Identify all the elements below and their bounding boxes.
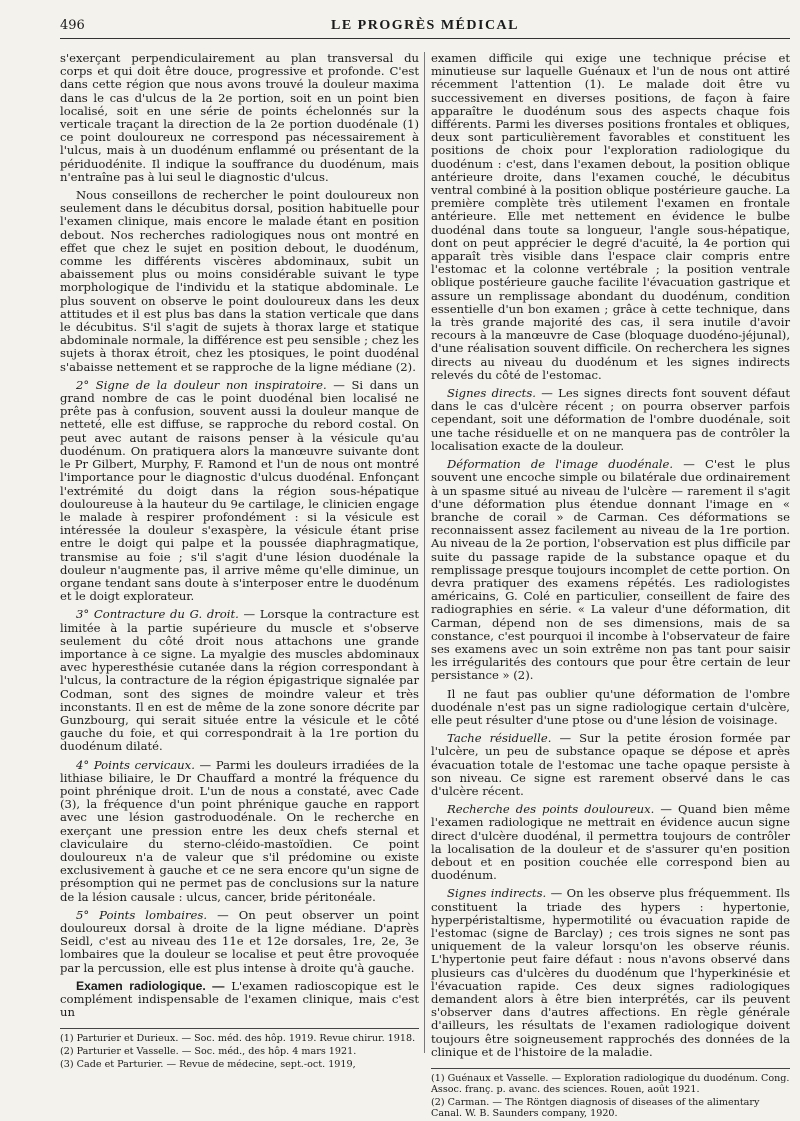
- paragraph-lead: Tache résiduelle. —: [447, 731, 572, 746]
- paragraph-lead: Signes indirects. —: [447, 886, 563, 901]
- text-columns: [60, 51, 791, 1120]
- paragraph: [60, 980, 419, 1020]
- running-title: LE PROGRÈS MÉDICAL: [330, 18, 520, 33]
- paragraph-text: Parmi les douleurs irradiées de la lithiase biliaire, le Dr Chauffard a montré la fréquence du point phrénique droit. L'un de nous a constaté, avec Cade (3), la fréquence d'un point phrénique gauche en rapport avec une lésion gastroduodénale. On le recherche en exerçant une pression entre les deux chefs sternal et claviculaire du sterno-cléido-mastoïdien. Ce point douloureux n'a de valeur que s'il prédomine ou existe exclusivement à gauche et ce ne sera encore qu'un signe de présomption qui ne permet pas de conclusions sur la nature de la lésion causale : ulcus, cancer, bride péritonéale.: [60, 757, 420, 904]
- paragraph: [431, 887, 790, 1059]
- paragraph: [60, 909, 419, 975]
- paragraph-lead: Déformation de l'image duodénale. —: [447, 457, 695, 472]
- paragraph: [60, 379, 419, 603]
- paragraph-lead: Recherche des points douloureux. —: [447, 802, 672, 817]
- paragraph: [431, 803, 790, 882]
- paragraph: [60, 608, 419, 753]
- paragraph-text: Nous conseillons de rechercher le point douloureux non seulement dans le décubitus dorsal, position habituelle pour l'examen clinique, mais encore le malade étant en position debout. Nos recherches radiologiques nous ont montré en effet que chez le sujet en position debout, le duodénum, comme les différents viscères abdominaux, subit un abaissement plus ou moins considérable suivant le type morphologique de l'individu et la statique abdominale. Le plus souvent on observe le point douloureux dans les deux attitudes et il est plus bas dans la station verticale que dans le décubitus. S'il s'agit de sujets à thorax large et statique abdominale normale, la différence est peu sensible ; chez les sujets à thorax étroit, chez les ptosiques, le point duodénal s'abaisse nettement et se rapproche de la ligne médiane (2).: [60, 188, 419, 374]
- paragraph-lead: 3° Contracture du G. droit. —: [76, 607, 256, 622]
- paragraph-lead: 5° Points lombaires. —: [76, 907, 229, 922]
- footnote: (1) Guénaux et Vasselle. — Exploration radiologique du duodénum. Cong. Assoc. franç. p. avanc. des sciences. Rouen, août 1921.: [431, 1073, 790, 1096]
- paragraph: [431, 52, 790, 382]
- left-column: [60, 51, 420, 1071]
- paragraph-text: Sur la petite érosion formée par l'ulcère, un peu de substance opaque se dépose et après évacuation totale de l'estomac une tache opaque persiste à son niveau. Ce signe est rarement observé dans le cas d'ulcère récent.: [431, 731, 791, 798]
- page-header: [60, 16, 790, 39]
- paragraph-text: Si dans un grand nombre de cas le point duodénal bien localisé ne prête pas à confusion, souvent aussi la douleur manque de netteté, elle est diffuse, se rapproche du rebord costal. On peut avec autant de raisons penser à la vésicule qu'au duodénum. On pratiquera alors la manœuvre suivante dont le Pr Gilbert, Murphy, F. Ramond et l'un de nous ont montré l'importance pour le diagnostic d'ulcus duodénal. Enfonçant l'extrémité du doigt dans la région sous-hépatique douloureuse à la hauteur du 9e cartilage, le clinicien engage le malade à respirer profondément : si la vésicule est intéressée la douleur s'exaspère, la vésicule étant prise entre le doigt qui palpe et la poussée diaphragmatique, transmise au foie ; s'il s'agit d'une lésion duodénale la douleur n'augmente pas, il arrive même qu'elle diminue, un organe tendant sans doute à s'interposer entre le duodénum et le doigt explorateur.: [60, 377, 419, 604]
- footnote: (2) Carman. — The Röntgen diagnosis of diseases of the alimentary Canal. W. B. Saunders company, 1920.: [431, 1097, 760, 1120]
- paragraph-text: examen difficile qui exige une technique précise et minutieuse sur laquelle Guénaux et l'un de nous ont attiré récemment l'attention (1). Le malade doit être vu successivement en diverses positions, de façon à faire apparaître le duodénum sous des aspects chaque fois différents. Parmi les diverses positions frontales et obliques, deux sont particulièrement favorables et constituent les positions de choix pour l'exploration radiologique du duodénum : c'est, dans l'examen debout, la position oblique antérieure droite, dans l'examen couché, le décubitus ventral combiné à la position oblique postérieure gauche. La première complète très utilement l'examen en frontale antérieure. Elle met nettement en évidence le bulbe duodénal dans toute sa longueur, l'angle sous-hépatique, dont on peut apprécier le degré d'acuité, la 4e portion qui apparaît très visible dans l'espace clair compris entre l'estomac et la colonne vertébrale ; la position ventrale oblique postérieure gauche facilite l'évacuation gastrique et assure un remplissage abondant du duodénum, condition essentielle d'un bon examen ; grâce à cette technique, dans la très grande majorité des cas, il sera inutile d'avoir recours à la manœuvre de Case (bloquage duodéno-jéjunal), d'une réalisation souvent difficile. On recherchera les signes directs au niveau du duodénum et les signes indirects relevés du côté de l'estomac.: [431, 51, 790, 382]
- left-footnotes: [60, 1028, 419, 1072]
- page-number: 496: [60, 18, 85, 33]
- paragraph-text: Quand bien même l'examen radiologique ne mettrait en évidence aucun signe direct d'ulcère duodénal, il permettra toujours de contrôler la localisation de la douleur et de s'assurer qu'en position debout et en position couchée elle correspond bien au duodénum.: [431, 802, 790, 883]
- paragraph-text: Il ne faut pas oublier qu'une déformation de l'ombre duodénale n'est pas un signe radiologique certain d'ulcère, elle peut résulter d'une ptose ou d'une lésion de voisinage.: [431, 686, 790, 727]
- paragraph-text: L'examen radioscopique est le complément indispensable de l'examen clinique, mais c'est un: [60, 978, 420, 1020]
- paragraph-text: C'est le plus souvent une encoche simple ou bilatérale due ordinairement à un spasme situé au niveau de l'ulcère — rarement il s'agit d'une déformation plus étendue donnant l'image en « branche de corail » de Carman. Ces déformations se reconnaissent assez facilement au niveau de la 1re portion. Au niveau de la 2e portion, l'observation est plus difficile par suite du passage rapide de la substance opaque et du remplissage presque toujours incomplet de cette portion. On devra pratiquer des examens répétés. Les radiologistes américains, G. Colé en particulier, conseillent de faire des radiographies en série. « La valeur d'une déformation, dit Carman, dépend non de ses dimensions, mais de sa constance, c'est pourquoi il incombe à l'observateur de faire ses examens avec un soin extrême non pas tant pour saisir les irrégularités des contours que pour être certain de leur persistance » (2).: [431, 457, 791, 683]
- paragraph: [431, 688, 790, 728]
- paragraph-text: On les observe plus fréquemment. Ils constituent la triade des hypers : hypertonie, hyperpéristaltisme, hypermotilité ou évacuation rapide de l'estomac (signe de Barclay) ; ces trois signes ne sont pas uniquement de la valeur lorsqu'on les observe réunis. L'hypertonie peut faire défaut : nous n'avons observé dans plusieurs cas d'ulcères du duodénum que l'hyperkinésie et l'évacuation rapide. Ces deux signes radiologiques demandent alors à être bien interprétés, car ils peuvent s'observer dans d'autres affections. En règle générale d'ailleurs, les résultats de l'examen radiologique doivent toujours être soigneusement rapprochés des données de la clinique et de l'histoire de la maladie.: [431, 886, 790, 1059]
- paragraph: [60, 52, 419, 184]
- paragraph-text: Les signes directs font souvent défaut dans le cas d'ulcère récent ; on pourra observer parfois cependant, soit une déformation de l'ombre duodénale, soit une tache résiduelle et on ne manquera pas de contrôler la localisation exacte de la douleur.: [431, 386, 791, 453]
- paragraph: [431, 387, 790, 453]
- paragraph: [60, 189, 419, 374]
- paragraph: [431, 732, 790, 798]
- right-column-body: [431, 52, 790, 1064]
- right-footnotes: [431, 1068, 790, 1121]
- section-heading: Examen radiologique. —: [76, 978, 225, 993]
- paragraph: [60, 759, 419, 904]
- paragraph-lead: 2° Signe de la douleur non inspiratoire. —: [76, 377, 345, 392]
- paragraph-text: On peut observer un point douloureux dorsal à droite de la ligne médiane. D'après Seidl, c'est au niveau des 11e et 12e dorsales, 1re, 2e, 3e lombaires que la douleur se localise et peut être provoquée par la percussion, elle est plus intense à droite qu'à gauche.: [60, 907, 419, 975]
- right-column: [431, 51, 791, 1120]
- left-column-body: [60, 52, 419, 1024]
- footnote: (1) Parturier et Durieux. — Soc. méd. des hôp. 1919. Revue chirur. 1918.: [60, 1033, 416, 1045]
- paragraph-lead: 4° Points cervicaux. —: [76, 757, 212, 772]
- footnote: (2) Parturier et Vasselle. — Soc. méd., des hôp. 4 mars 1921.: [60, 1046, 357, 1058]
- paragraph: [431, 458, 790, 682]
- paragraph-text: Lorsque la contracture est limitée à la partie supérieure du muscle et s'observe seulement du côté droit nous attachons une grande importance à ce signe. La myalgie des muscles abdominaux avec hyperesthésie cutanée dans la région correspondant à l'ulcus, la contracture de la région épigastrique signalée par Codman, sont des signes de moindre valeur et très inconstants. Il en est de même de la zone sonore décrite par Gunzbourg, qui serait située entre la vésicule et le côté gauche du foie, et qui correspondrait à la 1re portion du duodénum dilaté.: [60, 607, 419, 754]
- footnote: (3) Cade et Parturier. — Revue de médecine, sept.-oct. 1919,: [60, 1059, 356, 1071]
- paragraph-text: s'exerçant perpendiculairement au plan transversal du corps et qui doit être douce, progressive et profonde. C'est dans cette région que nous avons trouvé la douleur maxima dans le cas d'ulcus de la 2e portion, soit en un point bien localisé, soit en une série de points échelonnés sur la verticale traçant la direction de la 2e portion duodénale (1) ce point douloureux ne correspond pas nécessairement à l'ulcus, mais à un duodénum enflammé ou présentant de la périduodénite. Il indique la souffrance du duodénum, mais n'entraîne pas à lui seul le diagnostic d'ulcus.: [60, 51, 419, 184]
- paragraph-lead: Signes directs. —: [447, 386, 553, 401]
